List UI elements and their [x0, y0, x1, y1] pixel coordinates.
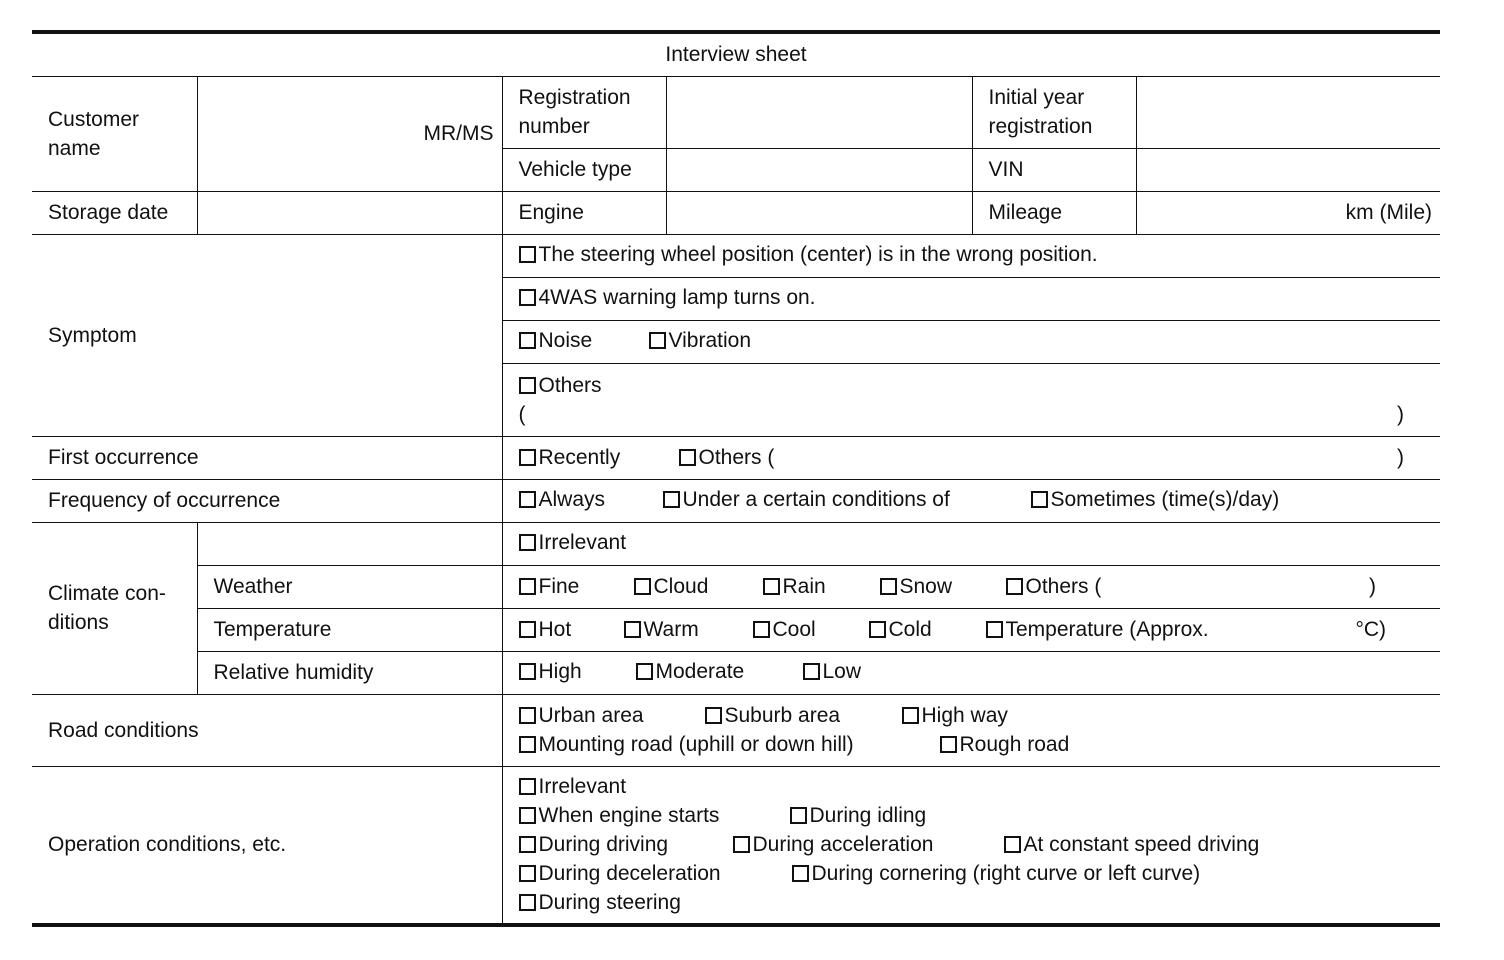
vehicle-type-label: Vehicle type [502, 148, 666, 191]
engine-field[interactable] [666, 191, 972, 234]
frequency-sometimes[interactable]: Sometimes (time(s)/day) [1031, 485, 1280, 514]
climate-irrelevant-row [502, 522, 1440, 565]
operation-idling[interactable]: During idling [790, 801, 927, 830]
symptom-row-3 [502, 320, 1440, 363]
checkbox-icon[interactable] [986, 621, 1003, 638]
symptom-option-steering[interactable]: The steering wheel position (center) is in the wrong position. [519, 240, 1098, 269]
humidity-label: Relative humidity [197, 651, 502, 694]
operation-driving[interactable]: During driving [519, 830, 733, 859]
checkbox-icon[interactable] [753, 621, 770, 638]
weather-fine[interactable]: Fine [519, 572, 634, 601]
storage-date-field[interactable] [197, 191, 502, 234]
operation-steering[interactable]: During steering [519, 888, 681, 917]
road-suburb[interactable]: Suburb area [705, 701, 902, 730]
checkbox-icon[interactable] [519, 491, 536, 508]
road-conditions-label: Road conditions [32, 694, 502, 766]
symptom-row-4 [502, 363, 1440, 436]
operation-constant-speed[interactable]: At constant speed driving [1004, 830, 1260, 859]
checkbox-icon[interactable] [519, 894, 536, 911]
checkbox-icon[interactable] [519, 778, 536, 795]
checkbox-icon[interactable] [663, 491, 680, 508]
humidity-moderate[interactable]: Moderate [636, 657, 803, 686]
temperature-cool[interactable]: Cool [753, 615, 869, 644]
operation-conditions-label: Operation conditions, etc. [32, 766, 502, 925]
vin-field[interactable] [1136, 148, 1440, 191]
checkbox-icon[interactable] [649, 332, 666, 349]
registration-number-field[interactable] [666, 76, 972, 148]
checkbox-icon[interactable] [792, 865, 809, 882]
symptom-option-vibration[interactable]: Vibration [649, 326, 752, 355]
temperature-options [502, 608, 1440, 651]
initial-year-label: Initial year registration [972, 76, 1136, 148]
temperature-cold[interactable]: Cold [869, 615, 986, 644]
checkbox-icon[interactable] [705, 707, 722, 724]
first-occurrence-others[interactable]: Others ( [679, 443, 775, 472]
checkbox-icon[interactable] [519, 663, 536, 680]
checkbox-icon[interactable] [624, 621, 641, 638]
checkbox-icon[interactable] [803, 663, 820, 680]
checkbox-icon[interactable] [519, 707, 536, 724]
checkbox-icon[interactable] [902, 707, 919, 724]
storage-date-label: Storage date [32, 191, 197, 234]
vin-label: VIN [972, 148, 1136, 191]
checkbox-icon[interactable] [763, 578, 780, 595]
road-urban[interactable]: Urban area [519, 701, 705, 730]
symptom-option-4was[interactable]: 4WAS warning lamp turns on. [519, 283, 816, 312]
operation-acceleration[interactable]: During acceleration [733, 830, 1004, 859]
interview-sheet-table [32, 30, 1440, 927]
checkbox-icon[interactable] [940, 736, 957, 753]
mileage-label: Mileage [972, 191, 1136, 234]
vehicle-type-field[interactable] [666, 148, 972, 191]
checkbox-icon[interactable] [519, 449, 536, 466]
checkbox-icon[interactable] [1031, 491, 1048, 508]
symptom-row-1 [502, 234, 1440, 277]
frequency-certain-conditions[interactable]: Under a certain conditions of [663, 485, 1031, 514]
checkbox-icon[interactable] [880, 578, 897, 595]
checkbox-icon[interactable] [519, 246, 536, 263]
operation-cornering[interactable]: During cornering (right curve or left curve) [792, 859, 1201, 888]
symptom-option-others[interactable]: Others [519, 371, 602, 400]
weather-rain[interactable]: Rain [763, 572, 880, 601]
checkbox-icon[interactable] [1004, 836, 1021, 853]
registration-number-label: Registration number [502, 76, 666, 148]
road-mounting[interactable]: Mounting road (uphill or down hill) [519, 730, 940, 759]
mr-ms-label: MR/MS [423, 122, 494, 145]
climate-blank-cell [197, 522, 502, 565]
checkbox-icon[interactable] [519, 836, 536, 853]
checkbox-icon[interactable] [519, 621, 536, 638]
checkbox-icon[interactable] [634, 578, 651, 595]
weather-cloud[interactable]: Cloud [634, 572, 763, 601]
first-occurrence-options: Recently Others ( ) [502, 436, 1440, 479]
checkbox-icon[interactable] [519, 865, 536, 882]
symptom-others-input[interactable]: ( ) [518, 402, 1404, 426]
road-conditions-options [502, 694, 1440, 766]
first-occurrence-label: First occurrence [32, 436, 502, 479]
customer-name-field[interactable] [197, 76, 502, 191]
operation-engine-starts[interactable]: When engine starts [519, 801, 790, 830]
temperature-hot[interactable]: Hot [519, 615, 624, 644]
symptom-row-2 [502, 277, 1440, 320]
symptom-label: Symptom [32, 234, 502, 436]
checkbox-icon[interactable] [519, 736, 536, 753]
symptom-option-noise[interactable]: Noise [519, 326, 649, 355]
operation-conditions-options [502, 766, 1440, 925]
checkbox-icon[interactable] [636, 663, 653, 680]
road-rough[interactable]: Rough road [940, 730, 1070, 759]
checkbox-icon[interactable] [519, 534, 536, 551]
engine-label: Engine [502, 191, 666, 234]
humidity-options [502, 651, 1440, 694]
checkbox-icon[interactable] [679, 449, 696, 466]
frequency-options [502, 479, 1440, 522]
temperature-label: Temperature [197, 608, 502, 651]
initial-year-field[interactable] [1136, 76, 1440, 148]
operation-deceleration[interactable]: During deceleration [519, 859, 792, 888]
road-highway[interactable]: High way [902, 701, 1008, 730]
weather-label: Weather [197, 565, 502, 608]
weather-options: Fine Cloud Rain Snow Others ( ) [502, 565, 1440, 608]
mileage-unit: km (Mile) [1345, 201, 1432, 224]
checkbox-icon[interactable] [519, 807, 536, 824]
first-occurrence-recently[interactable]: Recently [519, 443, 679, 472]
climate-label: Climate con- ditions [32, 522, 197, 694]
operation-irrelevant[interactable]: Irrelevant [519, 772, 627, 801]
checkbox-icon[interactable] [790, 807, 807, 824]
checkbox-icon[interactable] [519, 332, 536, 349]
checkbox-icon[interactable] [1006, 578, 1023, 595]
weather-others[interactable]: Others ( [1006, 572, 1102, 601]
mileage-field[interactable] [1136, 191, 1440, 234]
checkbox-icon[interactable] [733, 836, 750, 853]
temperature-warm[interactable]: Warm [624, 615, 753, 644]
weather-snow[interactable]: Snow [880, 572, 1006, 601]
temperature-approx[interactable]: Temperature (Approx. [986, 615, 1209, 644]
frequency-always[interactable]: Always [519, 485, 663, 514]
checkbox-icon[interactable] [519, 289, 536, 306]
customer-name-label: Customer name [32, 76, 197, 191]
sheet-title: Interview sheet [32, 32, 1440, 76]
temperature-unit: °C) [1355, 618, 1386, 641]
checkbox-icon[interactable] [519, 578, 536, 595]
humidity-high[interactable]: High [519, 657, 636, 686]
frequency-label: Frequency of occurrence [32, 479, 502, 522]
humidity-low[interactable]: Low [803, 657, 862, 686]
checkbox-icon[interactable] [519, 377, 536, 394]
checkbox-icon[interactable] [869, 621, 886, 638]
climate-irrelevant[interactable]: Irrelevant [519, 528, 627, 557]
